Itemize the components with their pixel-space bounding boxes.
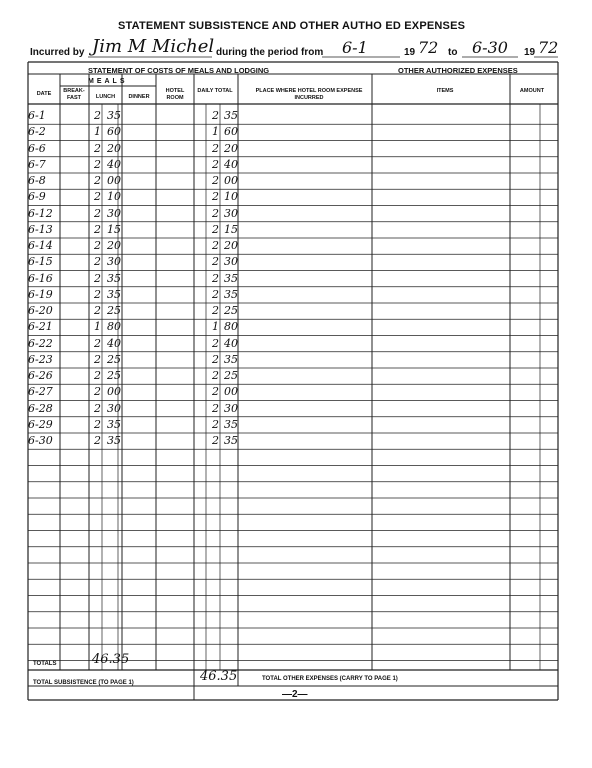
page-number: —2— <box>282 689 308 700</box>
row-total-cents: 10 <box>224 190 238 204</box>
row-total-cents: 35 <box>224 109 238 122</box>
row-date: 6-1 <box>28 109 46 122</box>
row-lunch-cents: 35 <box>107 434 121 447</box>
row-lunch-dollars: 2 <box>94 304 101 317</box>
to-label: to <box>448 47 458 58</box>
col-lunch-header: LUNCH <box>95 94 116 100</box>
from-year-prefix: 19 <box>404 47 416 58</box>
row-lunch-dollars: 2 <box>94 271 101 285</box>
row-total-dollars: 2 <box>212 255 219 269</box>
meals-header: MEALS <box>88 78 128 85</box>
from-year: 72 <box>418 38 439 57</box>
row-total-dollars: 1 <box>212 125 219 139</box>
row-total-cents: 40 <box>224 157 238 171</box>
row-total-dollars: 2 <box>212 417 219 431</box>
row-lunch-dollars: 2 <box>94 434 101 447</box>
col-hotel-room-header: HOTEL ROOM <box>165 88 185 101</box>
row-total-dollars: 2 <box>212 287 219 301</box>
incurred-by-label: Incurred by <box>30 47 85 58</box>
row-total-cents: 35 <box>224 417 238 431</box>
row-date: 6-13 <box>28 222 53 236</box>
row-lunch-cents: 10 <box>107 190 121 204</box>
row-total-dollars: 2 <box>212 190 219 204</box>
row-date: 6-26 <box>28 369 53 382</box>
row-lunch-dollars: 2 <box>94 190 101 204</box>
row-lunch-cents: 20 <box>107 141 121 155</box>
row-total-cents: 30 <box>224 206 238 220</box>
row-lunch-cents: 15 <box>107 222 121 236</box>
col-dinner-header: DINNER <box>128 94 150 100</box>
row-lunch-cents: 40 <box>107 336 121 350</box>
row-lunch-dollars: 2 <box>94 417 101 431</box>
row-total-cents: 30 <box>224 255 238 269</box>
row-lunch-dollars: 2 <box>94 174 101 187</box>
row-total-dollars: 1 <box>212 320 219 334</box>
row-total-dollars: 2 <box>212 434 219 447</box>
row-lunch-dollars: 2 <box>94 206 101 220</box>
total-other-label: TOTAL OTHER EXPENSES (CARRY TO PAGE 1) <box>262 676 398 682</box>
row-lunch-dollars: 2 <box>94 385 101 399</box>
total-subsistence-value: 46.35 <box>200 669 238 684</box>
row-total-cents: 00 <box>224 385 238 399</box>
row-lunch-cents: 80 <box>107 320 121 334</box>
row-date: 6-16 <box>28 271 53 285</box>
row-lunch-cents: 35 <box>107 109 121 122</box>
row-lunch-cents: 40 <box>107 157 121 171</box>
row-total-cents: 40 <box>224 336 238 350</box>
row-total-dollars: 2 <box>212 141 219 155</box>
row-lunch-cents: 35 <box>107 417 121 431</box>
row-lunch-dollars: 2 <box>94 287 101 301</box>
row-total-cents: 35 <box>224 434 238 447</box>
totals-label: TOTALS <box>33 661 57 667</box>
row-date: 6-14 <box>28 239 53 252</box>
row-lunch-dollars: 2 <box>94 401 101 415</box>
row-lunch-cents: 25 <box>107 304 121 317</box>
row-date: 6-28 <box>28 401 53 415</box>
col-amount-header: AMOUNT <box>519 88 545 94</box>
meals-lodging-section-title: STATEMENT OF COSTS OF MEALS AND LODGING <box>88 66 270 75</box>
row-date: 6-19 <box>28 287 53 301</box>
row-lunch-cents: 00 <box>107 385 121 399</box>
row-total-cents: 35 <box>224 352 238 366</box>
period-label: during the period from <box>216 47 324 58</box>
row-total-dollars: 2 <box>212 239 219 252</box>
total-subsistence-label: TOTAL SUBSISTENCE (TO PAGE 1) <box>33 680 134 686</box>
row-lunch-dollars: 1 <box>94 125 101 139</box>
other-expenses-section-title: OTHER AUTHORIZED EXPENSES <box>398 66 518 75</box>
row-total-dollars: 2 <box>212 385 219 399</box>
row-lunch-cents: 35 <box>107 287 121 301</box>
row-total-dollars: 2 <box>212 352 219 366</box>
row-total-cents: 25 <box>224 369 238 382</box>
row-total-cents: 20 <box>224 141 238 155</box>
row-date: 6-12 <box>28 206 53 220</box>
row-lunch-cents: 20 <box>107 239 121 252</box>
row-lunch-cents: 30 <box>107 255 121 269</box>
form-title: STATEMENT SUBSISTENCE AND OTHER AUTHO ED EXPENSES <box>118 20 466 32</box>
row-total-dollars: 2 <box>212 157 219 171</box>
row-date: 6-8 <box>28 174 46 187</box>
row-lunch-cents: 30 <box>107 401 121 415</box>
row-date: 6-7 <box>28 157 46 171</box>
row-lunch-dollars: 2 <box>94 336 101 350</box>
row-date: 6-30 <box>28 434 53 447</box>
row-total-dollars: 2 <box>212 222 219 236</box>
row-lunch-cents: 25 <box>107 352 121 366</box>
row-total-dollars: 2 <box>212 369 219 382</box>
row-lunch-cents: 60 <box>107 125 121 139</box>
row-date: 6-23 <box>28 352 53 366</box>
row-date: 6-15 <box>28 255 53 269</box>
col-daily-total-header: DAILY TOTAL <box>197 88 233 94</box>
col-place-header: PLACE WHERE HOTEL ROOM EXPENSE INCURRED <box>255 88 363 101</box>
row-date: 6-29 <box>28 417 53 431</box>
from-date: 6-1 <box>342 38 368 57</box>
row-total-dollars: 2 <box>212 304 219 317</box>
row-date: 6-20 <box>28 304 53 317</box>
to-year-prefix: 19 <box>524 47 536 58</box>
row-lunch-dollars: 1 <box>94 320 101 334</box>
signature: Jim M Michel <box>92 36 215 57</box>
row-lunch-dollars: 2 <box>94 157 101 171</box>
row-lunch-cents: 35 <box>107 271 121 285</box>
row-lunch-dollars: 2 <box>94 352 101 366</box>
row-total-cents: 20 <box>224 239 238 252</box>
row-total-cents: 60 <box>224 125 238 139</box>
to-year: 72 <box>538 38 559 57</box>
row-lunch-cents: 25 <box>107 369 121 382</box>
row-lunch-cents: 00 <box>107 174 121 187</box>
col-date-header: DATE <box>36 91 52 97</box>
row-lunch-dollars: 2 <box>94 222 101 236</box>
row-total-dollars: 2 <box>212 206 219 220</box>
row-date: 6-27 <box>28 385 53 399</box>
row-total-cents: 35 <box>224 287 238 301</box>
row-total-cents: 35 <box>224 271 238 285</box>
row-total-cents: 00 <box>224 174 238 187</box>
row-lunch-dollars: 2 <box>94 255 101 269</box>
row-total-dollars: 2 <box>212 109 219 122</box>
row-total-dollars: 2 <box>212 401 219 415</box>
row-date: 6-21 <box>28 320 53 334</box>
row-total-cents: 15 <box>224 222 238 236</box>
row-date: 6-9 <box>28 190 46 204</box>
row-total-cents: 80 <box>224 320 238 334</box>
row-date: 6-22 <box>28 336 53 350</box>
row-lunch-dollars: 2 <box>94 109 101 122</box>
to-date: 6-30 <box>472 38 508 57</box>
row-lunch-dollars: 2 <box>94 369 101 382</box>
row-lunch-cents: 30 <box>107 206 121 220</box>
row-total-cents: 30 <box>224 401 238 415</box>
row-total-dollars: 2 <box>212 271 219 285</box>
row-total-cents: 25 <box>224 304 238 317</box>
row-lunch-dollars: 2 <box>94 141 101 155</box>
row-lunch-dollars: 2 <box>94 239 101 252</box>
col-items-header: ITEMS <box>436 88 454 94</box>
row-date: 6-2 <box>28 125 46 139</box>
row-total-dollars: 2 <box>212 336 219 350</box>
row-total-dollars: 2 <box>212 174 219 187</box>
col-breakfast-header: BREAK-FAST <box>63 88 85 101</box>
row-date: 6-6 <box>28 141 46 155</box>
lunch-total: 46.35 <box>92 652 130 667</box>
